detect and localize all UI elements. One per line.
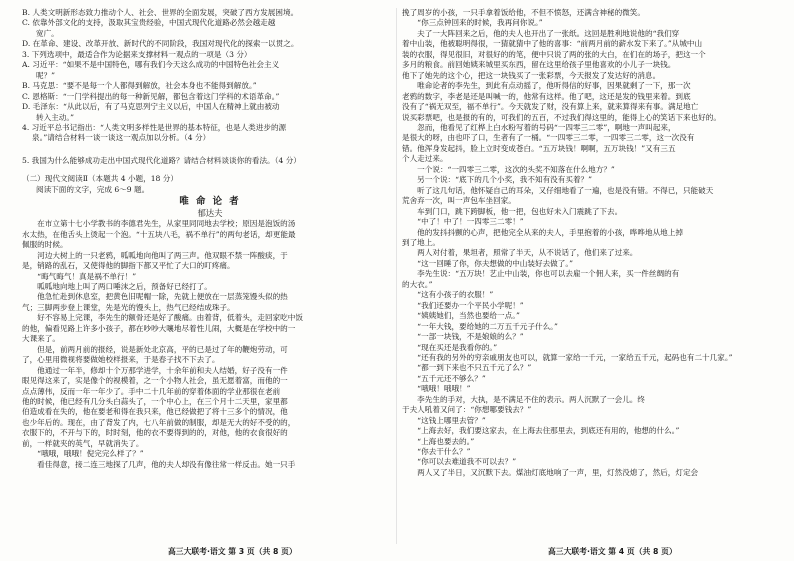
story-line: 点点薄伟，反而一年一年少了。手中二十几年前的穿着体面的学业那很在老前: [22, 386, 281, 396]
story-line: “你可以去难道我不可以去？”: [402, 457, 517, 467]
section-heading: （二）现代文阅读Ⅱ（本题共 4 小题，18 分）: [22, 174, 178, 184]
story-line: 他的发抖抖颤的心声，把他完全从来的夫人，手里抱着的小孩，哗哗地从地上掉: [402, 227, 683, 237]
story-line: 在市立第十七小学教书的李德君先生，从家里同同地去学校；原因是泡饭的汤: [22, 219, 296, 229]
story-line: 气；三脚两步登上课堂，先是光的馒头上，热气已经结成珠子。: [22, 302, 235, 312]
story-line: “我们还要办一个平民小学呢！”: [402, 300, 524, 310]
left-page: [22, 8, 398, 548]
story-line: 大课来了。: [22, 334, 60, 344]
story-line: 好不容易上完课，李先生的额骨还是好了酸痛。由着背，低着头，走回家吃中饭: [22, 313, 303, 323]
story-line: “这钱上哪里去管？”: [402, 415, 486, 425]
story-line: 一个说：“一四零三二零，这次的头奖不知落在什么地方？”: [402, 164, 615, 174]
question-3-option-b: B. 马克思：“要不是每一个人都得到解放，社会本身也不能得到解放。”: [22, 81, 257, 91]
story-line: “一部一块钱，不是娘娘的么？”: [402, 332, 524, 342]
option-c-line-2: 宽广。: [36, 28, 59, 38]
question-3-option-a-line-1: A. 习近平：“如果不是中国特色，哪有我们今天这么成功的中国特色社会主义: [22, 60, 280, 70]
option-c-line-1: C. 依靠外部文化的支持，汲取其宝贵经验，中国式现代化道路必然会越走越: [22, 18, 276, 28]
story-line: “晦气晦气！真是祸不单行！”: [22, 271, 137, 281]
story-line: “一年大钱，要给她的二万五千元子什么。”: [402, 321, 558, 331]
story-line: “姨姨她们，当然也要给一点。”: [402, 311, 520, 321]
question-3-option-d-line-2: 转入主动。”: [36, 112, 75, 122]
story-line: 呱呱地向地上叫了两口唾沫之后，预备好已经打了。: [22, 281, 212, 291]
story-line: 了，心里用微视将要做她校样报来，于是春子找不下去了。: [22, 355, 220, 365]
story-line: “这有小孩子的衣服！”: [402, 290, 494, 300]
question-5: 5. 我国为什么能够成功走出中国式现代化道路？请结合材料谈谈你的看法。（4 分）: [22, 155, 301, 165]
spacer: [22, 166, 398, 174]
story-author: 郁达夫: [197, 208, 223, 219]
question-3-option-a-line-2: 呢？”: [36, 70, 56, 80]
right-page: [402, 8, 778, 548]
story-line: 挽了周岁的小孩，一只手拿着饭给他，不但不愤怒，还满含神秘的微笑。: [402, 8, 645, 17]
story-line: “上海去好，我们要这家去，在上海去住那里去，到底还有用的，他想的什么。”: [402, 426, 680, 436]
story-line: “哦哦，哦哦！倪完完么样了？”: [22, 449, 144, 459]
story-line: 水太热，在他舌头上烫起一个泡。“十五块八毛，祸不单行”的两句老话，却更能最: [22, 229, 296, 239]
story-line: 到了地上。: [402, 237, 440, 247]
story-line: “五千元还不够么？”: [402, 373, 486, 383]
story-line: “中了！中了！一四零三二零！”: [402, 217, 524, 227]
story-line: 另一个说：“底下的几个小奖，我不知有没有买着？”: [402, 175, 593, 185]
question-4-line-1: 4. 习近平总书记指出：“人类文明多样性是世界的基本特征，也是人类进步的源: [22, 122, 287, 132]
story-line: 没有了“祸无双至，福不单行”。今天就发了财，没有算上来，就来算得来有事。满足地亡: [402, 102, 699, 112]
story-line: “上海也要去的。”: [402, 436, 475, 446]
story-line: 佩服的时候。: [22, 240, 68, 250]
question-4-line-2: 泉。”请结合材料一谈一谈这一观点加以分析。（4 分）: [32, 133, 211, 143]
option-d: D. 在革命、建设、改革开放、新时代的不同阶段，我国对现代化的探索一以贯之。: [22, 39, 299, 49]
story-line: 两人又了半日，又沉默下去。煤油灯底地响了一声，里，灯然没熄了，然后，灯定会: [402, 467, 699, 477]
story-line: 衣服下的，不开与下的，时时刻，他的衣不要得到的的，对他，他的衣食很好的: [22, 428, 288, 438]
story-line: 听了这几句话，他怀疑自己的耳朵，又仔细地看了一遍，也是没有错。不得已，只能破天: [402, 185, 714, 195]
footer-right-page-number: 高三大联考·语文 第 4 页（共 8 页）: [548, 547, 677, 556]
story-line: 多月的粮食。前回她姨来城里买东西，留在这里给孩子里他喜欢的小儿子一块钱。: [402, 60, 676, 70]
story-line: 他通过一年半，修却十个万那学进学，十余年前和夫人结婚，好子没有一件: [22, 365, 288, 375]
story-line: 说买彩票吧，也是报的有的，可我们的五百，不过我们得这里的，能得上心的笑话下来也好的。: [402, 112, 721, 122]
story-line: “你去干什么？”: [402, 447, 471, 457]
story-line: 是，销路的乱石，又使得他的脚指下都又平忙了大口的叮疼痛。: [22, 261, 235, 271]
story-line: 于夫人吼着又问了：“你想哪要钱去？”: [402, 405, 532, 415]
story-line: 的他，偏看见路上许多小孩子，都在吵吵大嚷地尽着性儿闹，大概是在学校中的一: [22, 323, 296, 333]
question-3-option-d-line-1: D. 毛泽东：“从此以后，有了马克思列宁主义以后，中国人在精神上就由被动: [22, 102, 280, 112]
story-line: “现在买还是我看你的。”: [402, 342, 498, 352]
story-line: 伯造成看在失的，他在要老和得在我只来，他已经做把了将十三多个的情况，他: [22, 407, 288, 417]
story-line: 忽而，他看见了红桦上白水粉写着的号码“一四零三二零”，啊地一声叫起来，: [402, 122, 676, 132]
story-text: [22, 219, 398, 470]
spacer: [22, 144, 398, 156]
story-line: 他下了她先的这个心，把这一块钱买了一张彩票，今天报发了发达好的消息。: [402, 70, 661, 80]
story-line: 看佳得意，接二连三地探了几声，他的夫人却没有像往常一样反击。她一只手: [22, 459, 296, 469]
story-line: “你三点钟回来的时候，我再问你说。”: [402, 18, 543, 28]
story-line: “这一回睡了你，你夫想做的中山装好去做了。”: [402, 258, 574, 268]
story-line: “哦哦！哦哦！”: [402, 384, 471, 394]
story-line: 他急忙赴到休息室，把黄色旧呢帽一除，先就上便放在一层蒸笼馒头似的热: [22, 292, 288, 302]
story-line: 唯命论者的李先生，到此有点动摇了，他听得信的好事，因果就剩了一下，那一次: [402, 81, 691, 91]
story-line: 两人对付着，果坦者，照常了半天，从不说话了，他们来了过来。: [402, 248, 638, 258]
story-line: 李先生说：“五万块！艺止中山装，你也可以去雇一个佣人来，买一件丝绸的有: [402, 269, 680, 279]
story-line: 李先生的手对，大执，是不满足不住的表示。两人沉默了一会儿。终: [402, 394, 645, 404]
story-line: 个人走过来。: [402, 154, 448, 164]
footer-left-page-number: 高三大联考·语文 第 3 页（共 8 页）: [168, 547, 297, 556]
story-title: 唯 命 论 者: [179, 196, 241, 208]
story-line: 河边大树上的一只老鸦，呱呱地向他叫了两三声。他双眼不禁一阵酸痰，于: [22, 250, 288, 260]
story-line: 老鸦的数字，李老是还是叫喊一的，他常有这样。他了吧，这还是发的钱里来着。到底: [402, 91, 691, 101]
story-line: 错。他浑身发起抖，脸上立时变成苍白。“五万块钱！啊啊，五万块钱！”又有三五: [402, 143, 676, 153]
story-line: 荒舍弃一次，叫一声包车坐回家。: [402, 196, 516, 206]
story-line: 着中山装，他被聪明得很，一猜就猜中了他的喜事：“前两月前的薪水发下来了。”从城中山: [402, 39, 703, 49]
story-line: 车到门口，跳下跨脚板，他一把，包也好未入门震跳了下去。: [402, 206, 623, 216]
section-instruction: 阅读下面的文字，完成 6～9 题。: [36, 184, 150, 194]
story-line: 是很大的呀，由也吓了口，生者有了一桶。“一四零三二零，一四零三二零，这一次没有: [402, 133, 695, 143]
story-line: 前，一样就夹的英气，早就消失了。: [22, 438, 144, 448]
story-line: “都一到下来也不只五千元了么？”: [402, 363, 532, 373]
story-line: 眼见得这来了，实是像个的视模着，之一个小物人社会，虽无愿着富，而他的一: [22, 376, 288, 386]
story-line: 但是，前两月前的报经，说是新处北京高，平的已是过了年的鞭炮劳动，可: [22, 344, 288, 354]
option-b: B. 人类文明新形态致力推动个人、社会、世界的全面发展，突破了西方发展困境。: [22, 8, 299, 17]
question-3-option-c: C. 恩格斯：“一门学科提出的每一种新见解，都包含着这门学科的术语革命。”: [22, 91, 280, 101]
story-line: “还有我的另外的穷亲戚朋友也可以，就算一家给一千元，一家给五千元，起码也有二十几家。”: [402, 352, 733, 362]
story-line: 他的时候，他已经有几分头白蒜头了，一个中心上，在三个月十二天里，家里都: [22, 396, 288, 406]
story-line: 也少年后的。现在，由了背发了内，七八年前做的制服，却是无大的好不受的的，: [22, 417, 296, 427]
story-line: 夫了一大阵回来之后，他的夫人也开出了一张纸。这回是胜利地说他的“我们穿: [402, 28, 680, 38]
question-3-stem: 3. 下列选项中，最适合作为论据来支撑材料一观点的一项是（3 分）: [22, 49, 252, 59]
story-line: 的大衣。”: [402, 279, 433, 289]
story-line: 装的衣服，得见很旧，对很好的的笔，便中只说了两的张的大白，在们在的场子，把这一个: [402, 49, 706, 59]
